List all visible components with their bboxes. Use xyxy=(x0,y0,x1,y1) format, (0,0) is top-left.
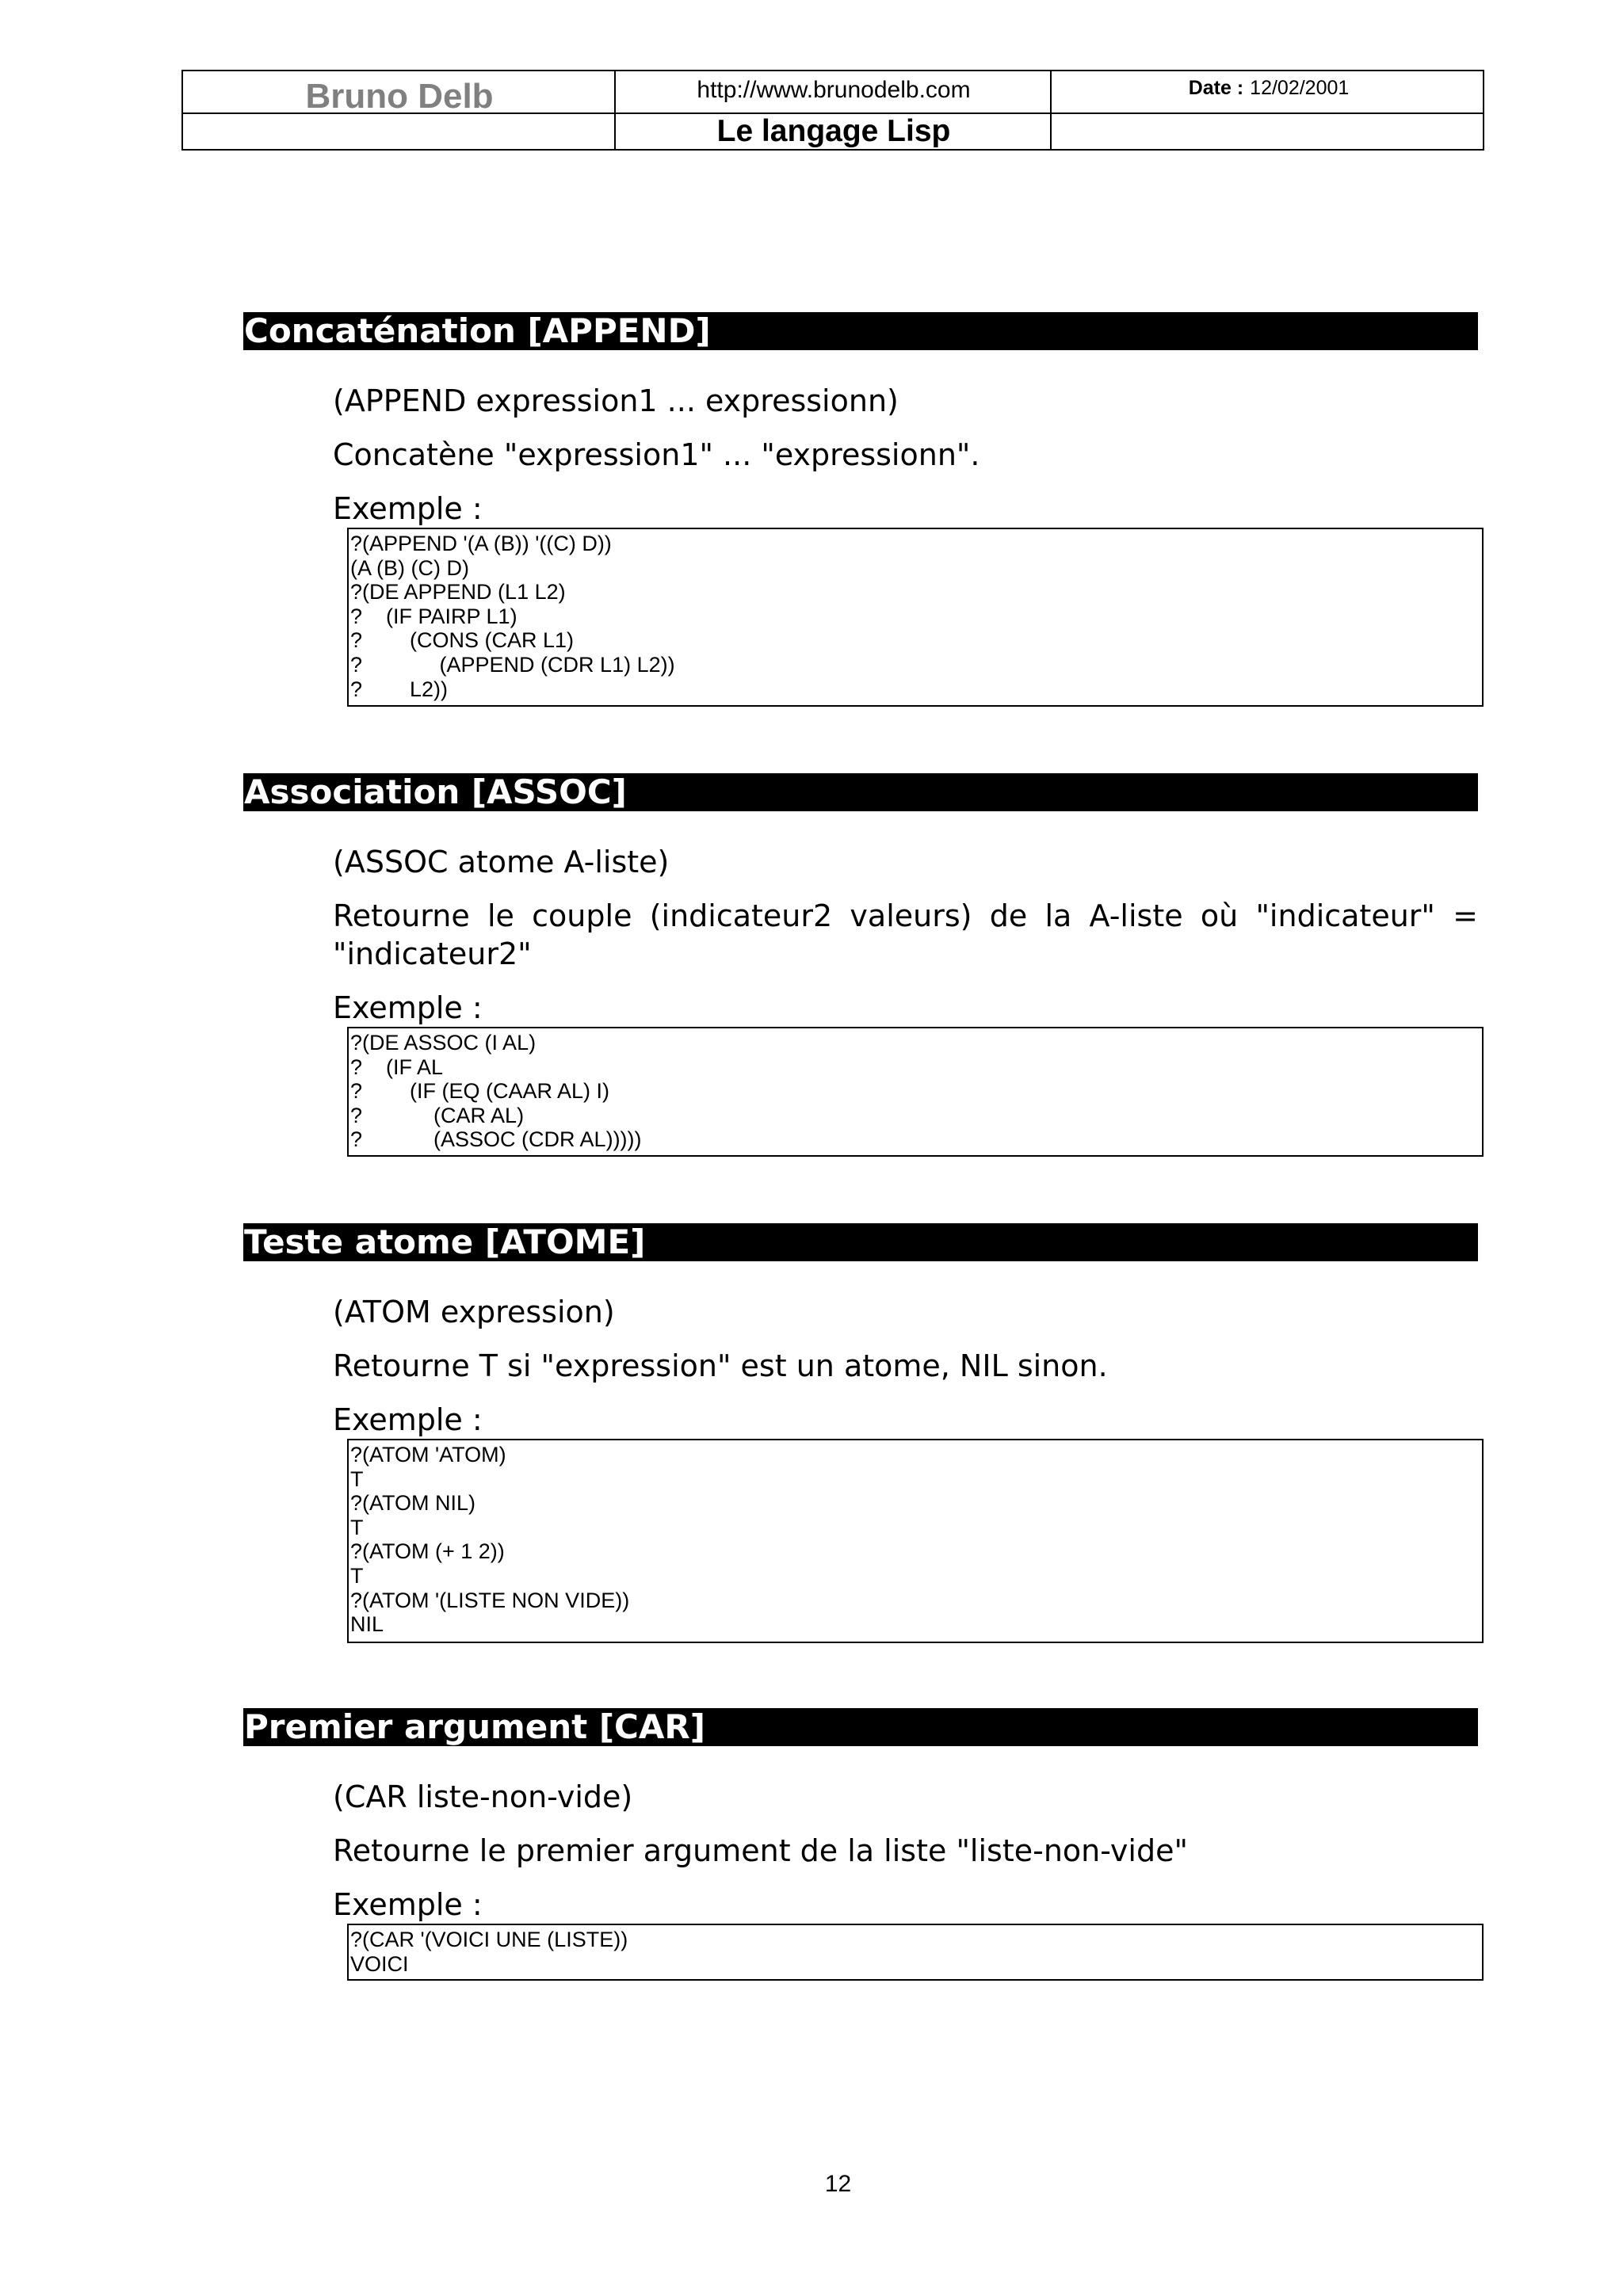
code-line: ?(ATOM (+ 1 2)) xyxy=(350,1539,505,1564)
example-label: Exemple : xyxy=(333,1887,483,1922)
example-label: Exemple : xyxy=(333,990,483,1025)
code-line: T xyxy=(350,1563,364,1588)
date-value: 12/02/2001 xyxy=(1250,76,1350,99)
date-label: Date : xyxy=(1188,76,1244,99)
section-title-text: Premier argument [CAR] xyxy=(244,1707,705,1746)
header-author: Bruno Delb xyxy=(305,77,494,116)
code-block xyxy=(347,1439,1484,1643)
code-block xyxy=(347,528,1484,707)
page-number: 12 xyxy=(824,2171,852,2197)
code-line: ?(APPEND '(A (B)) '((C) D)) xyxy=(350,532,612,555)
code-line: ?(ATOM NIL) xyxy=(350,1491,476,1516)
code-line: T xyxy=(350,1466,364,1491)
code-line: ? (IF AL xyxy=(350,1055,444,1079)
header-subject: Le langage Lisp xyxy=(716,114,951,148)
code-line: ? (CONS (CAR L1) xyxy=(350,628,575,653)
section-title xyxy=(243,773,1478,811)
code-line: ? (IF PAIRP L1) xyxy=(350,604,517,628)
header-url[interactable]: http://www.brunodelb.com xyxy=(697,77,971,103)
section-title xyxy=(243,312,1478,350)
description: Concatène "expression1" ... "expressionn". xyxy=(333,437,980,472)
syntax: (APPEND expression1 ... expressionn) xyxy=(333,383,899,418)
code-line: (A (B) (C) D) xyxy=(350,555,469,580)
document-header xyxy=(181,70,1484,151)
description: Retourne T si "expression" est un atome, NIL sinon. xyxy=(333,1348,1108,1383)
code-line: ?(DE ASSOC (I AL) xyxy=(350,1031,537,1055)
description: Retourne le premier argument de la liste "liste-non-vide" xyxy=(333,1833,1188,1868)
code-line: ? (CAR AL) xyxy=(350,1103,525,1127)
section-title xyxy=(243,1223,1478,1261)
code-line: ? (ASSOC (CDR AL))))) xyxy=(350,1127,642,1152)
code-block xyxy=(347,1027,1484,1157)
section-title-text: Teste atome [ATOME] xyxy=(244,1222,646,1261)
syntax: (ASSOC atome A-liste) xyxy=(333,845,670,879)
code-line: ? (IF (EQ (CAAR AL) I) xyxy=(350,1079,610,1104)
header-date xyxy=(1052,71,1486,113)
section-title xyxy=(243,1708,1478,1746)
syntax: (ATOM expression) xyxy=(333,1295,615,1329)
section-title-text: Concaténation [APPEND] xyxy=(244,311,711,350)
code-line: ?(DE APPEND (L1 L2) xyxy=(350,580,566,605)
code-line: ?(CAR '(VOICI UNE (LISTE)) xyxy=(350,1928,628,1951)
code-line: ? (APPEND (CDR L1) L2)) xyxy=(350,652,675,677)
example-label: Exemple : xyxy=(333,491,483,526)
code-line: ?(ATOM 'ATOM) xyxy=(350,1443,506,1466)
code-line: NIL xyxy=(350,1612,384,1637)
section-title-text: Association [ASSOC] xyxy=(244,772,627,811)
example-label: Exemple : xyxy=(333,1402,483,1437)
code-line: T xyxy=(350,1515,364,1539)
code-block xyxy=(347,1924,1484,1981)
code-line: VOICI xyxy=(350,1951,409,1976)
syntax: (CAR liste-non-vide) xyxy=(333,1779,633,1814)
code-line: ? L2)) xyxy=(350,677,449,701)
description: Retourne le couple (indicateur2 valeurs) de la A-liste où "indicateur" = "indicateur2" xyxy=(333,898,1478,971)
code-line: ?(ATOM '(LISTE NON VIDE)) xyxy=(350,1588,630,1612)
